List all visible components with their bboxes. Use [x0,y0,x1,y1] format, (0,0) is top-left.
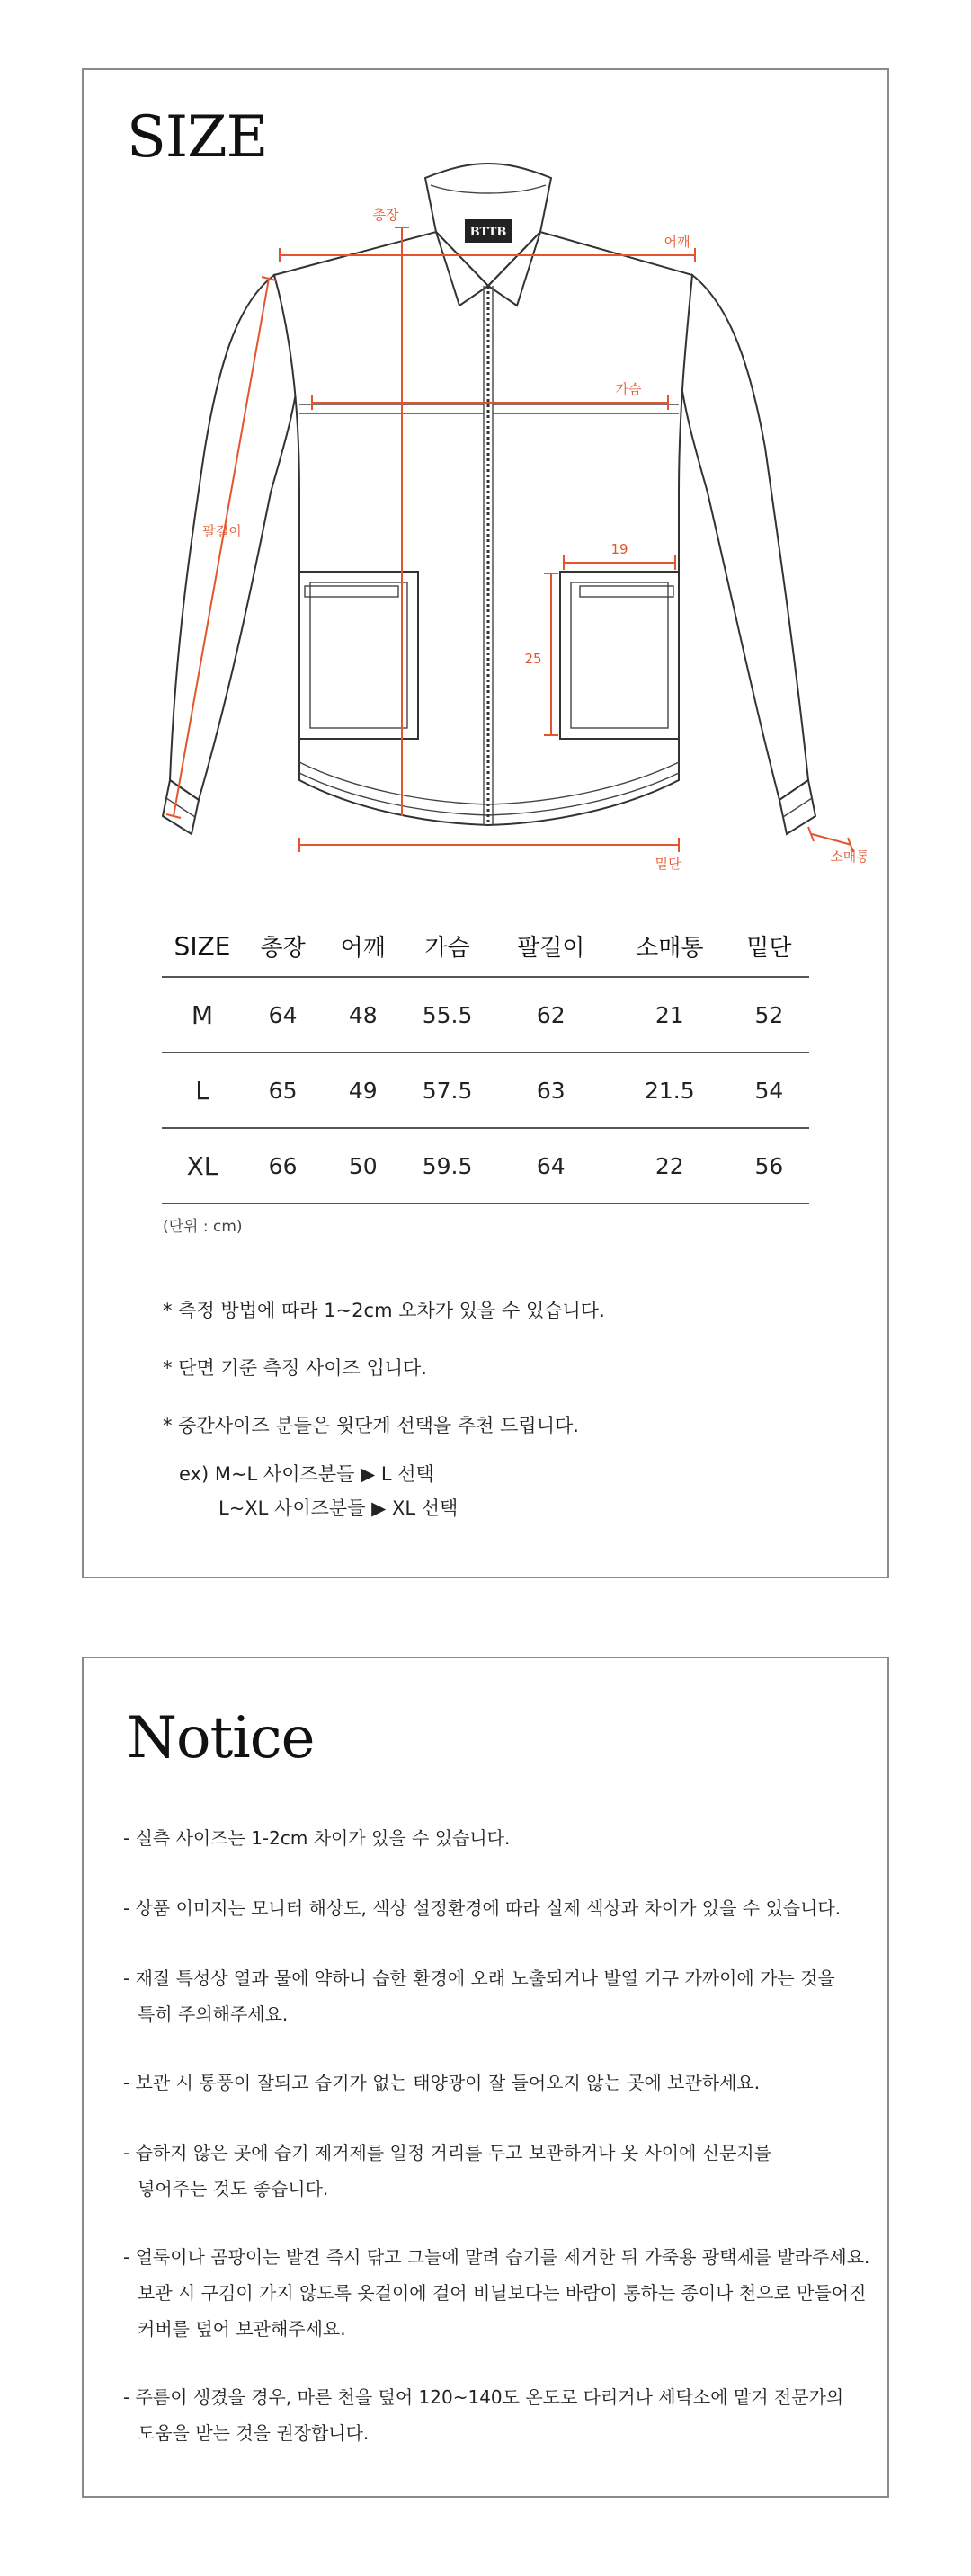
notice-item [123,1960,835,2032]
table-cell: 64 [492,1128,610,1204]
cuff-line [812,834,851,845]
table-cell: 66 [243,1128,323,1204]
table-cell: 59.5 [403,1128,491,1204]
notice-panel [82,1657,889,2498]
size-table [162,915,809,1204]
size-title: SIZE [127,104,268,171]
size-example: L~XL 사이즈분들 ▶ XL 선택 [218,1497,459,1519]
notice-line: - 주름이 생겼을 경우, 마른 천을 덮어 120~140도 온도로 다리거나 세탁소에 맡겨 전문가의 [123,2386,844,2408]
table-cell: 49 [323,1053,403,1128]
header-length: 총장 [243,915,323,977]
notice-line: - 실측 사이즈는 1-2cm 차이가 있을 수 있습니다. [123,1827,511,1849]
table-cell: 62 [492,977,610,1053]
cuff-label: 소매통 [830,848,869,865]
table-row [162,1053,809,1128]
table-cell: 55.5 [403,977,491,1053]
notice-item [123,2379,843,2451]
notice-line: - 습하지 않은 곳에 습기 제거제를 일정 거리를 두고 보관하거나 옷 사이에 신문지를 [123,2142,772,2163]
chest-label: 가슴 [615,381,642,397]
notice-line: 도움을 받는 것을 권장합니다. [138,2422,370,2444]
size-note: * 단면 기준 측정 사이즈 입니다. [163,1357,427,1379]
header-cuff: 소매통 [610,915,729,977]
table-cell: 21.5 [610,1053,729,1128]
size-panel [82,68,889,1578]
table-cell: 50 [323,1128,403,1204]
table-cell: XL [162,1128,243,1204]
hem-label: 밑단 [655,856,681,872]
table-row [162,1128,809,1204]
table-cell: 21 [610,977,729,1053]
table-cell: 22 [610,1128,729,1204]
pocket-width-label: 19 [610,541,628,557]
shoulder-label: 어깨 [664,234,690,250]
size-note: * 중간사이즈 분들은 윗단계 선택을 추천 드립니다. [163,1415,579,1436]
notice-line: - 재질 특성상 열과 물에 약하니 습한 환경에 오래 노출되거나 발열 기구 가까이에 가는 것을 [123,1968,835,1989]
unit-note: (단위 : cm) [163,1218,243,1236]
size-example: ex) M~L 사이즈분들 ▶ L 선택 [179,1463,434,1485]
table-cell: 64 [243,977,323,1053]
brand-tag: BTTB [469,226,507,239]
notice-title: Notice [127,1705,315,1772]
notice-line: - 얼룩이나 곰팡이는 발견 즉시 닦고 그늘에 말려 습기를 제거한 뒤 가죽용 광택제를 발라주세요. [123,2246,870,2268]
header-hem: 밑단 [729,915,809,977]
sleeve-label: 팔길이 [202,523,242,539]
table-cell: 52 [729,977,809,1053]
notice-line: 넣어주는 것도 좋습니다. [138,2178,329,2199]
table-row [162,977,809,1053]
notice-line: 특히 주의해주세요. [138,2003,289,2025]
table-cell: L [162,1053,243,1128]
notice-item [123,2239,869,2347]
notice-item [123,2135,771,2207]
size-note: * 측정 방법에 따라 1~2cm 오차가 있을 수 있습니다. [163,1300,605,1321]
table-cell: 48 [323,977,403,1053]
right-sleeve [679,275,808,800]
notice-line: 커버를 덮어 보관해주세요. [138,2318,346,2340]
notice-item [123,1820,510,1856]
notice-line: 보관 시 구김이 가지 않도록 옷걸이에 걸어 비닐보다는 바람이 통하는 종이나 천으로 만들어진 [138,2282,867,2304]
table-cell: M [162,977,243,1053]
notice-line: - 상품 이미지는 모니터 해상도, 색상 설정환경에 따라 실제 색상과 차이가 있을 수 있습니다. [123,1897,842,1919]
header-shoulder: 어깨 [323,915,403,977]
pocket-height-label: 25 [524,651,542,667]
notice-item [123,1890,841,1926]
header-chest: 가슴 [403,915,491,977]
header-sleeve: 팔길이 [492,915,610,977]
table-cell: 57.5 [403,1053,491,1128]
table-cell: 56 [729,1128,809,1204]
table-cell: 63 [492,1053,610,1128]
size-table-header [162,915,809,977]
notice-line: - 보관 시 통풍이 잘되고 습기가 없는 태양광이 잘 들어오지 않는 곳에 보관하세요. [123,2072,761,2093]
length-label: 총장 [372,207,399,223]
table-cell: 65 [243,1053,323,1128]
jacket-diagram [84,70,887,906]
header-size: SIZE [162,915,243,977]
table-cell: 54 [729,1053,809,1128]
notice-item [123,2065,760,2101]
